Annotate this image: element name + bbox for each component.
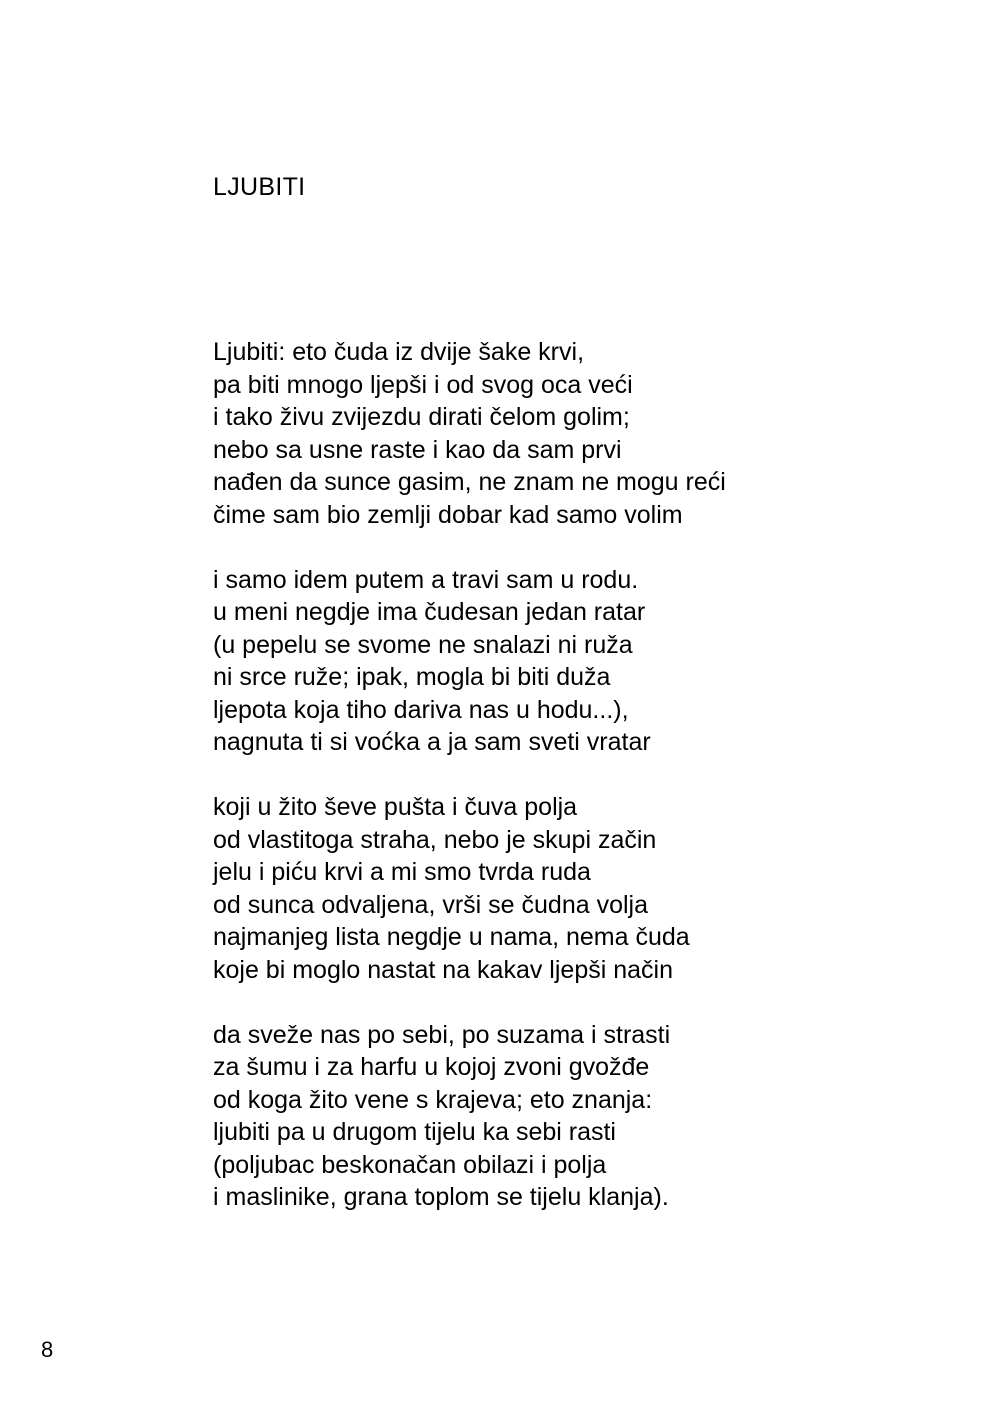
poem-line: od koga žito vene s krajeva; eto znanja: (213, 1085, 653, 1114)
poem-line: pa biti mnogo ljepši i od svog oca veći (213, 370, 633, 399)
poem-title: LJUBITI (213, 173, 306, 201)
stanza-3 (213, 791, 913, 986)
stanza-4 (213, 1019, 913, 1214)
poem-line: i tako živu zvijezdu dirati čelom golim; (213, 403, 630, 431)
poem-line: ni srce ruže; ipak, mogla bi biti duža (213, 663, 611, 691)
poem-line: koji u žito ševe pušta i čuva polja (213, 793, 578, 821)
poem-line: Ljubiti: eto čuda iz dvije šake krvi, (213, 338, 585, 366)
poem-line: da sveže nas po sebi, po suzama i strasti (213, 1020, 671, 1049)
poem-line: jelu i piću krvi a mi smo tvrda ruda (213, 858, 591, 886)
poem-line: ljepota koja tiho dariva nas u hodu...), (213, 695, 629, 724)
poem-line: ljubiti pa u drugom tijelu ka sebi rasti (213, 1118, 616, 1146)
poem-line: koje bi moglo nastat na kakav ljepši način (213, 955, 673, 984)
stanza-1 (213, 336, 913, 531)
poem-line: i maslinike, grana toplom se tijelu klanja). (213, 1183, 669, 1211)
stanza-2 (213, 564, 913, 759)
poem-body (213, 336, 913, 1246)
poem-line: u meni negdje ima čudesan jedan ratar (213, 598, 646, 626)
page-number: 8 (41, 1337, 54, 1362)
poem-line: nagnuta ti si voćka a ja sam sveti vratar (213, 728, 651, 756)
poem-line: čime sam bio zemlji dobar kad samo volim (213, 500, 683, 529)
poem-line: i samo idem putem a travi sam u rodu. (213, 565, 639, 594)
poem-line: (poljubac beskonačan obilazi i polja (213, 1150, 607, 1179)
poem-line: nebo sa usne raste i kao da sam prvi (213, 435, 622, 464)
poem-line: nađen da sunce gasim, ne znam ne mogu reći (213, 468, 726, 496)
poem-line: od sunca odvaljena, vrši se čudna volja (213, 890, 648, 919)
poem-line: za šumu i za harfu u kojoj zvoni gvožđe (213, 1053, 650, 1081)
poem-line: od vlastitoga straha, nebo je skupi začin (213, 825, 657, 854)
poem-line: (u pepelu se svome ne snalazi ni ruža (213, 630, 633, 659)
poem-line: najmanjeg lista negdje u nama, nema čuda (213, 923, 690, 951)
